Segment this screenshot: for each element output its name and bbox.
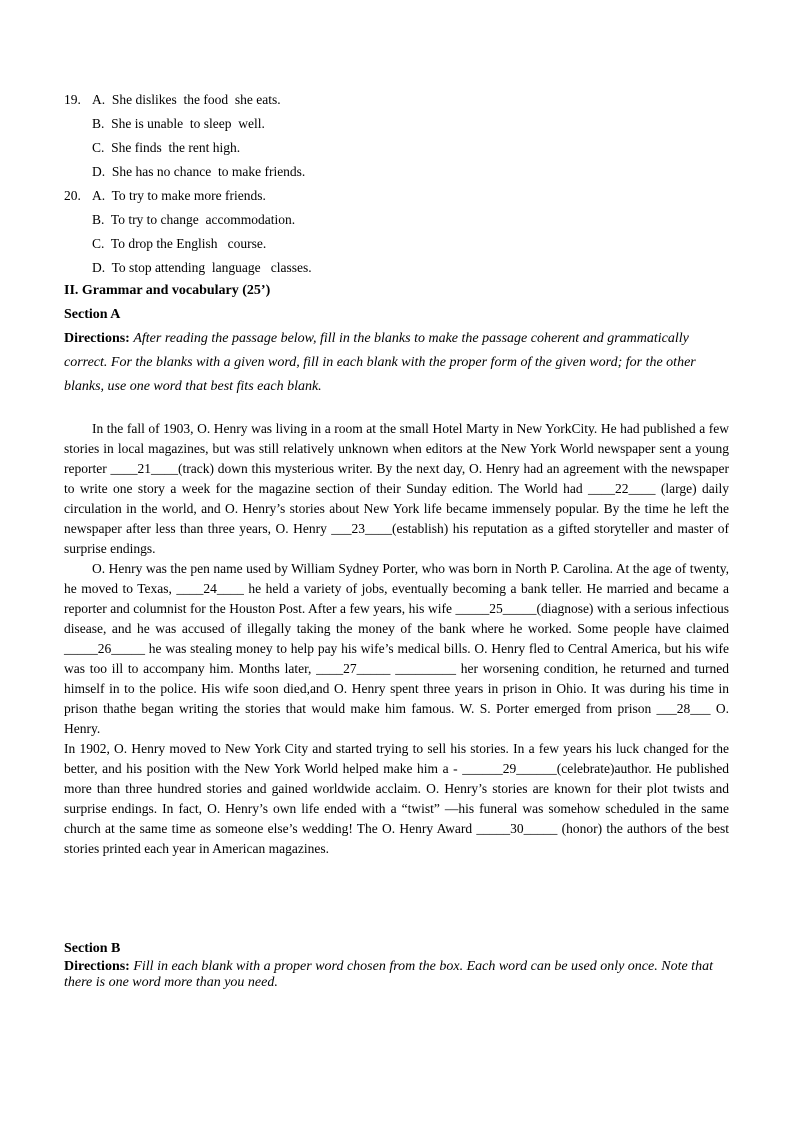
section-b-directions-text: Fill in each blank with a proper word chosen from the box. Each word can be used only once. Note that there is one word more than you need. bbox=[64, 959, 713, 990]
question-20-number: 20. bbox=[64, 188, 81, 203]
passage-paragraph-3: In 1902, O. Henry moved to New York City and started trying to sell his stories. In a few years his luck changed for the better, and his position with the New York World helped make him a - ______29______(celebrate)author. He published more than three hundred stories and gained worldwide acclaim. O. Henry’s stories are known for their plot twists and surprise endings. In fact, O. Henry’s own life ended with a “twist” —his funeral was somehow scheduled in the same church at the same time as someone else’s wedding! The O. Henry Award _____30_____ (honor) the authors of the best stories printed each year in American magazines. bbox=[64, 741, 729, 856]
section-a-title: Section A bbox=[64, 307, 121, 322]
section-a-directions bbox=[64, 327, 730, 399]
question-20-option-a: A. To try to make more friends. bbox=[92, 188, 266, 203]
section-b-directions bbox=[64, 959, 730, 991]
question-20-option-d: D. To stop attending language classes. bbox=[92, 260, 312, 275]
question-19-number: 19. bbox=[64, 92, 81, 107]
cloze-passage bbox=[64, 419, 729, 859]
section-b-title: Section B bbox=[64, 941, 121, 956]
section-a-directions-text: After reading the passage below, fill in the blanks to make the passage coherent and grammatically correct. For the blanks with a given word, fill in each blank with the proper form of the given word; for the other blanks, use one word that best fits each blank. bbox=[64, 331, 696, 394]
question-20-option-c: C. To drop the English course. bbox=[92, 236, 267, 251]
section-a-directions-label: Directions: bbox=[64, 331, 130, 346]
passage-paragraph-2: O. Henry was the pen name used by William Sydney Porter, who was born in North P. Carolina. At the age of twenty, he moved to Texas, ____24____ he held a variety of jobs, eventually becoming a bank teller. He married and became a reporter and columnist for the Houston Post. After a few years, his wife _____25_____(diagnose) with a serious infectious disease, and he was accused of illegally taking the money of the bank where he worked. Some people have claimed _____26_____ he was stealing money to help pay his wife’s medical bills. O. Henry fled to Central America, but his wife was too ill to accompany him. Months later, ____27_____ _________ her worsening condition, he returned and turned himself in to the police. His wife soon died,and O. Henry spent three years in prison in Ohio. It was during his time in prison thathe began writing the stories that would make him famous. W. S. Porter emerged from prison ___28___ O. Henry. bbox=[64, 561, 729, 736]
question-19-option-b: B. She is unable to sleep well. bbox=[92, 116, 265, 131]
question-19-option-d: D. She has no chance to make friends. bbox=[92, 164, 306, 179]
question-19-option-c: C. She finds the rent high. bbox=[92, 140, 241, 155]
section-b-directions-label: Directions: bbox=[64, 959, 130, 974]
passage-paragraph-1: In the fall of 1903, O. Henry was living in a room at the small Hotel Marty in New YorkCity. He had published a few stories in local magazines, but was still relatively unknown when editors at the New York World newspaper sent a young reporter ____21____(track) down this mysterious writer. By the next day, O. Henry had an agreement with the newspaper to write one story a week for the magazine section of their Sunday edition. The World had ____22____ (large) daily circulation in the world, and O. Henry’s stories about New York life became immensely popular. By the time he left the newspaper after less than three years, O. Henry ___23____(establish) his reputation as a gifted storyteller and master of surprise endings. bbox=[64, 421, 729, 556]
question-19-option-a: A. She dislikes the food she eats. bbox=[92, 92, 281, 107]
question-20-option-b: B. To try to change accommodation. bbox=[92, 212, 296, 227]
part-2-title: II. Grammar and vocabulary (25’) bbox=[64, 283, 271, 298]
